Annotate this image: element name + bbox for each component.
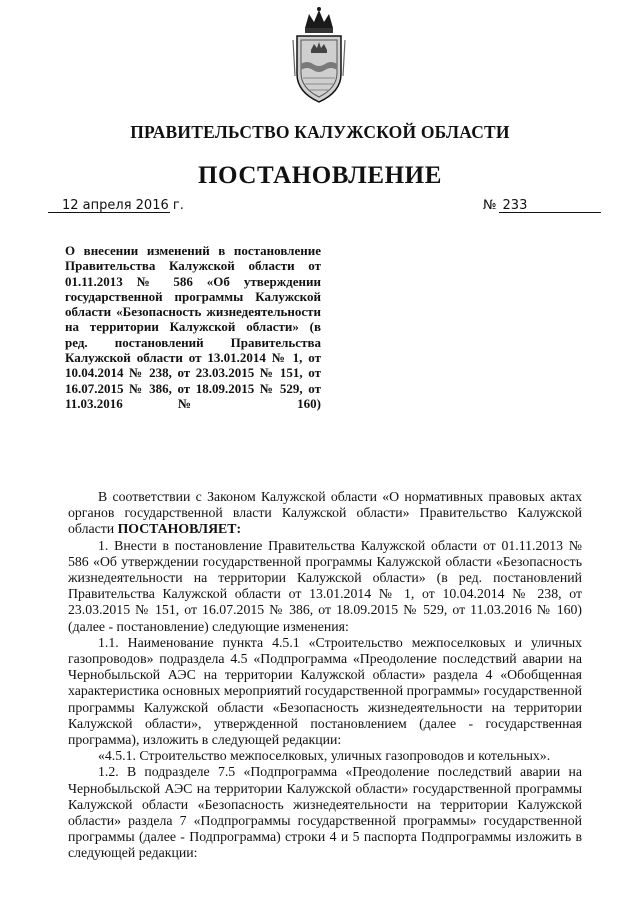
document-date: 12 апреля 2016 г. [62,198,184,213]
intro-text: В соответствии с Законом Калужской области «О нормативных правовых актах органов государственной власти Калужской области» Правительство Калужской области [68,489,582,537]
date-underline [48,212,170,213]
paragraph-1: 1. Внести в постановление Правительства Калужской области от 01.11.2013 № 586 «Об утверждении государственной программы Калужской области «Безопасность жизнедеятельности на территории Калужской области» (в ред. постановлений Правительства Калужской области от 13.01.2014 № 1, от 10.04.2014 № 238, от 23.03.2015 № 151, от 16.07.2015 № 386, от 18.09.2015 № 529, от 11.03.2016 № 160) (далее - постановление) следующие изменения: [68,537,582,634]
intro-paragraph [68,489,582,538]
number-sign: № [483,198,497,213]
government-name: ПРАВИТЕЛЬСТВО КАЛУЖСКОЙ ОБЛАСТИ [130,122,510,142]
coat-of-arms-icon [283,6,355,110]
number-underline [499,212,601,213]
number-value: 233 [502,198,528,213]
document-type: ПОСТАНОВЛЕНИЕ [197,162,443,189]
paragraph-1-1-quote: «4.5.1. Строительство межпоселковых, уличных газопроводов и котельных». [98,748,551,764]
document-body [68,489,582,862]
document-number [483,198,527,213]
paragraph-1-2: 1.2. В подразделе 7.5 «Подпрограмма «Преодоление последствий аварии на Чернобыльской АЭС на территории Калужской области» государственной программы Калужской области «Безопасность жизнедеятельности на территории Калужской области» раздела 7 «Подпрограммы государственной программы» государственной программы (далее - Подпрограмма) строки 4 и 5 паспорта Подпрограммы изложить в следующей редакции: [68,764,582,861]
decree-word: ПОСТАНОВЛЯЕТ: [117,521,242,537]
paragraph-1-1: 1.1. Наименование пункта 4.5.1 «Строительство межпоселковых и уличных газопроводов» подраздела 4.5 «Подпрограмма «Преодоление последствий аварии на Чернобыльской АЭС на территории Калужской области» раздела 4 «Обобщенная характеристика основных мероприятий государственной программы» государственной программы Калужской области «Безопасность жизнедеятельности на территории Калужской области», утвержденной постановлением (далее - государственная программа), изложить в следующей редакции: [68,634,582,748]
document-subject: О внесении изменений в постановление Правительства Калужской области от 01.11.2013 № 586 «Об утверждении государственной программы Калужской области «Безопасность жизнедеятельности на территории Калужской области» (в ред. постановлений Правительства Калужской области от 13.01.2014 № 1, от 10.04.2014 № 238, от 23.03.2015 № 151, от 16.07.2015 № 386, от 18.09.2015 № 529, от 11.03.2016 № 160) [65,243,321,411]
